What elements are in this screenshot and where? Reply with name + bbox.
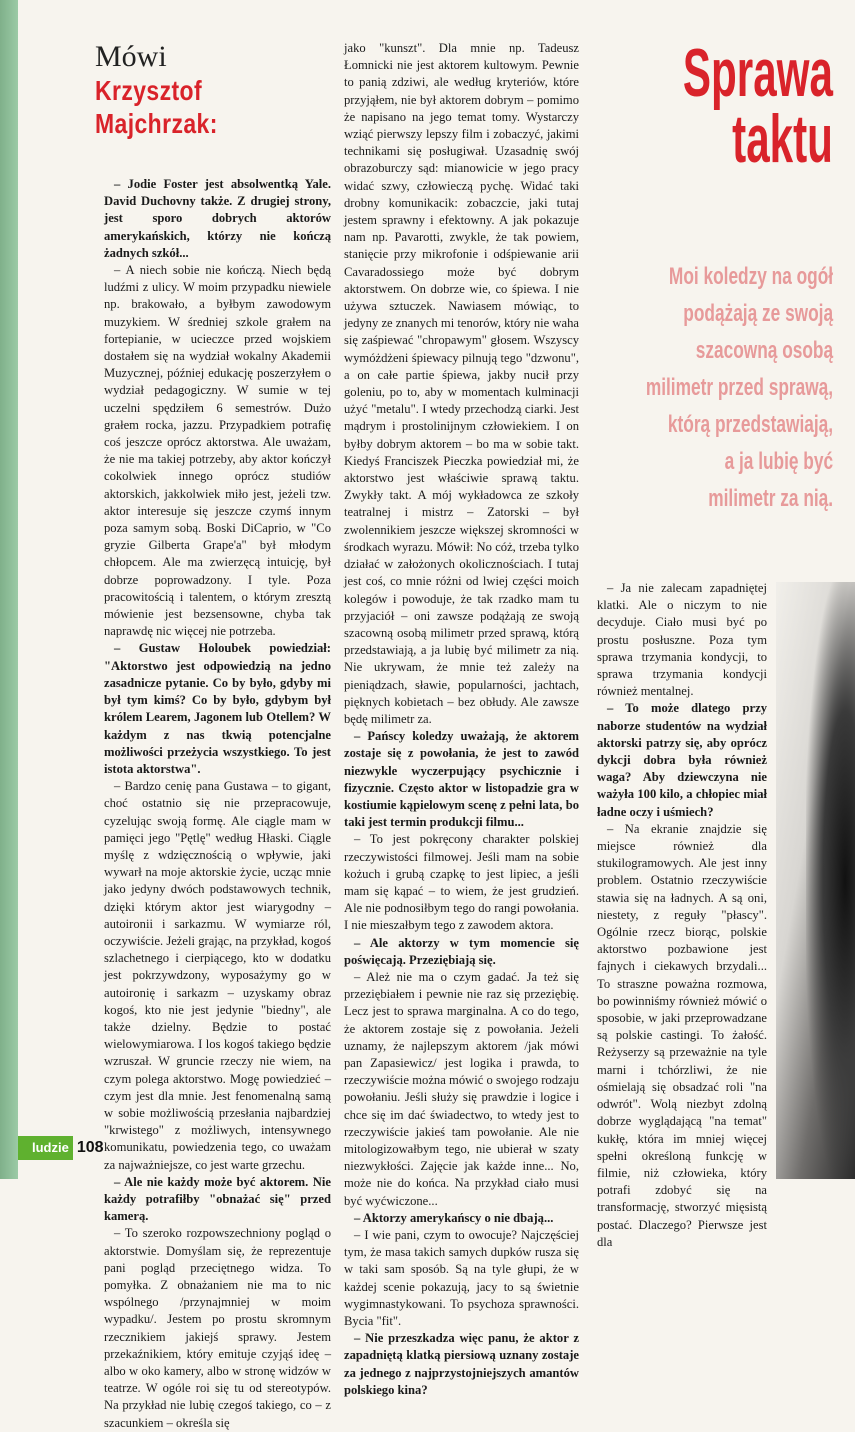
interview-answer: – To jest pokręcony charakter polskiej rzeczywistości filmowej. Jeśli mam na sobie kożuch i grubą czapkę to jest lipiec, a jeśli mam się kąpać – to wiem, że jest grudzień. Ale nie podnosiłbym tego do rangi powołania. I nie mieszałbym tego z zawodem aktora. [344, 832, 579, 933]
pull-quote-line: Moi koledzy na ogół [668, 263, 833, 290]
interview-answer: – I wie pani, czym to owocuje? Najczęściej tym, że masa takich samych dupków rusza się w taki sam sposób. Są na tyle głupi, że w każdej scenie pokazują, jacy to są świetnie wygimnastykowani. To psychoza sprawności. Bycia "fit". [344, 1228, 579, 1329]
pull-quote-line: milimetr za nią. [708, 485, 833, 512]
page-number: 108 [76, 1139, 104, 1156]
interview-question: – Gustaw Holoubek powiedział: "Aktorstwo jest odpowiedzią na jedno zasadnicze pytanie. Co by było, gdyby mi był tym kimś? Co by było, gdybym był królem Learem, Jagonem lub Otellem? W każdym z nas tkwią potencjalne możliwości przeżycia wszystkiego. To jest istota aktorstwa". [104, 641, 331, 776]
page-footer [18, 1134, 104, 1162]
interview-answer: jako "kunszt". Dla mnie np. Tadeusz Łomnicki nie jest aktorem kultowym. Pewnie to panią zdziwi, ale według kryteriów, które przyjąłem, nie był aktorem dobrym – pomimo że napisano na jego temat tomy. Wystarczy wziąć pierwszy lepszy film i zobaczyć, jakimi technikami się posługiwał. Uzasadnię swój obrazoburczy sąd: mianowicie w jego pracy widać szwy, człowieczą pychę. Widać taki drobny komunikacik: zobaczcie, jaki tutaj jestem sprawny i efektowny. A jak pokazuje nam np. Pavarotti, zwykle, że tak powiem, stanięcie przy mikrofonie i odśpiewanie arii Cavaradossiego może być dobrym aktorstwem. On dobrze wie, co śpiewa. I nie używa sztuczek. Nawiasem mówiąc, to jedyny ze znanych mi tenorów, który nie waha się zaśpiewać "chropawym" głosem. Wszyscy wymóżdżeni śpiewacy pilnują tego "dzwonu", a on całe partie śpiewa, jakby nucił przy goleniu, po to, aby w momentach kulminacji użyć "metalu". I wtedy przechodzą ciarki. Jest mądrym i prostolinijnym człowiekiem. I on byłby dobrym aktorem – bo ma w sobie takt. Kiedyś Franciszek Pieczka powiedział mi, że aktorstwo jest właściwie sprawą taktu. Zwykły takt. A mój wykładowca ze szkoły teatralnej i mistrz – Zatorski – był zwolennikiem jeszcze większej skromności w środkach wyrazu. Mówił: No cóż, trzeba tylko działać w założonych okolicznościach. I tutaj jest coś, co mnie różni od lwiej części moich kolegów i powoduje, że tak rzadko mam tu przyjaciół – oni zawsze podążają ze swoją szacowną osobą milimetr przed sprawą, którą przedstawiają, a ja lubię być milimetr za nią. Nie ukrywam, że mnie też zależy na pieniądzach, sławie, popularności, jachtach, pięknych kobietach – bez obłudy. Ale zawsze będę milimetr za. [344, 41, 579, 726]
masthead-says: Mówi [95, 40, 167, 73]
pull-quote-line: podążają ze swoją [683, 300, 833, 327]
magazine-logo: ludzie [18, 1136, 73, 1160]
interview-answer: – A niech sobie nie kończą. Niech będą ludźmi z ulicy. W moim przypadku niewiele np. brakowało, a byłbym zawodowym muzykiem. W średniej szkole grałem na fortepianie, w ucieczce przed wojskiem dostałem się na wydział wokalny Akademii Muzycznej, później edukację poszerzyłem o wydział pedagogiczny. W sumie w tej uczelni spędziłem 6 semestrów. Dużo grałem rocka, jazzu. Przypadkiem potrafię coś jeszcze oprócz aktorstwa. Ale uważam, że nie ma takiej potrzeby, aby aktor kończył cokolwiek innego oprócz studiów aktorskich, jakkolwiek miło jest, jeżeli tzw. aktor interesuje się jeszcze czymś innym poza samym sobą. Boski DiCaprio, w "Co gryzie Gilberta Grape'a" był młodym chłopcem. Ale ma zwierzęcą intuicję, był dobrze poprowadzony. I tyle. Poza pracowitością i talentem, o którym zresztą mówienie jest bezsensowne, chyba tak naprawdę nic więcej nie potrzeba. [104, 263, 331, 639]
article-column-3 [597, 580, 767, 1251]
article-column-2 [344, 40, 579, 1399]
pull-quote-line: milimetr przed sprawą, [645, 374, 833, 401]
interview-question: – To może dlatego przy naborze studentów na wydział aktorski patrzy się, aby oprócz dykcji dobra była również waga? Aby dziewczyna nie ważyła 100 kilo, a chłopiec miał ładne oczy i uśmiech? [597, 701, 767, 819]
interview-question: – Ale nie każdy może być aktorem. Nie każdy potrafiłby "obnażać się" przed kamerą. [104, 1174, 331, 1224]
interview-answer: – Bardzo cenię pana Gustawa – to gigant, choć ostatnio się nie przepracowuje, cyzelując swoją formę. Ale ciągle mam w pamięci jego "Pętlę" według Hłaski. Ciągle myślę z wdzięcznością o wpływie, jaki wywarł na moje aktorskie życie, ucząc mnie jako jedyny dwóch podstawowych technik, dzięki którym aktor jest wiarygodny – autoironii i sarkazmu. W wymiarze ról, oczywiście. Jeżeli grając, na przykład, kogoś szlachetnego i cierpiącego, kto w dodatku jest pokrzywdzony, wyposażymy go w autoironię i sarkazm – uzyskamy obraz kogoś, kto nie jest jedynie "biedny", ale także dzielny. Będzie to postać wielowymiarowa. I los kogoś takiego będzie wzruszał. W gruncie rzeczy nie wiem, na czym polega aktorstwo. Mogę powiedzieć – czym jest dla mnie. Jest fenomenalną samą w sobie możliwością przesłania najbardziej "krwistego" z możliwych, intensywnego komunikatu, powiedzenia tego, co uważam za najważniejsze, co jest warte grzechu. [104, 779, 331, 1172]
masthead-first-name: Krzysztof [95, 75, 203, 106]
pull-quote-line: którą przedstawiają, [667, 411, 833, 438]
article-column-1 [104, 176, 331, 1432]
interview-question: – Pańscy koledzy uważają, że aktorem zostaje się z powołania, że jest to zawód niezwykle wyczerpujący psychicznie i fizycznie. Często aktor w listopadzie gra w kostiumie kąpielowym scenę z pełni lata, bo taki jest termin produkcji filmu... [344, 729, 579, 830]
left-edge-strip [0, 0, 18, 1179]
portrait-photo [776, 582, 855, 1179]
interviewee-masthead [95, 40, 245, 140]
pull-quote-line: a ja lubię być [724, 448, 833, 475]
pull-quote [646, 258, 833, 517]
interview-question: – Aktorzy amerykańscy o nie dbają... [354, 1210, 554, 1225]
interview-question: – Ale aktorzy w tym momencie się poświęcają. Przeziębiają się. [344, 935, 579, 967]
interview-answer: – Na ekranie znajdzie się miejsce również dla stukilogramowych. Ale jest inny problem. Ostatnio rzeczywiście stawia się na ładnych. A są oni, niestety, z reguły "płascy". Ogólnie rzecz biorąc, polskie aktorstwo pozbawione jest fajnych i ciekawych brzydali... To straszne poważna rozmowa, bo powinniśmy również mówić o sposobie, w jaki przeprowadzane są polskie castingi. To żałość. Reżyserzy są przeważnie na tyle marni i tchórzliwi, że nie ośmielają się obsadzać roli "na odwrót". Wolą niezbyt zdolną dobrze wyglądającą "na temat" kukłę, która im mniej więcej spełni określoną funkcję w filmie, niż człowieka, który potrafi zdobyć się na transformację, stworzyć mięsistą postać. Dlaczego? Pierwsze jest dla [597, 821, 767, 1249]
masthead-last-name: Majchrzak: [95, 108, 218, 139]
interview-answer: – To szeroko rozpowszechniony pogląd o aktorstwie. Domyślam się, że reprezentuje pani pogląd przeciętnego widza. To pomyłka. Z obnażaniem nie ma to nic wspólnego /przynajmniej w moim wypadku/. Jestem po prostu skromnym rzecznikiem jakiejś sprawy. Jestem przekaźnikiem, który emituje czyjąś ideę – albo w oko kamery, albo w stronę widzów w teatrze. W ogóle roi się tu od stereotypów. Na przykład nie lubię czegoś takiego, co – z szacunkiem – określa się [104, 1226, 331, 1430]
interview-question: – Nie przeszkadza więc panu, że aktor z zapadniętą klatką piersiową uznany zostaje za jednego z najprzystojniejszych amantów polskiego kina? [344, 1331, 579, 1397]
pull-quote-line: szacowną osobą [695, 337, 833, 364]
interview-question: – Jodie Foster jest absolwentką Yale. David Duchovny także. Z drugiej strony, jest sporo dobrych aktorów amerykańskich, którzy nie kończą żadnych szkół... [104, 177, 331, 260]
interview-answer: – Ależ nie ma o czym gadać. Ja też się przeziębiałem i pewnie nie raz się przeziębię. Lecz jest to sprawa marginalna. A co do tego, że aktorem zostaje się z powołania. Jeżeli uznamy, że najlepszym aktorem /jak mówi pan Zapasiewicz/ jest logika i prawda, to rzeczywiście można mówić o swojego rodzaju powołaniu. Jeśli służy się prawdzie i logice i chce się im dać świadectwo, to wtedy jest to rzeczywiście jakieś tam powołanie. Ale nie mitologizowałbym tego, nie ubierał w szaty niezwykłości. Zajęcie jak każde inne... No, może nie do końca. Na przykład ciało musi być wyćwiczone... [344, 969, 579, 1208]
headline-line-1: Sprawa [683, 35, 833, 111]
article-headline [683, 35, 833, 177]
interview-answer: – Ja nie zalecam zapadniętej klatki. Ale o niczym to nie decyduje. Ciało musi być po prostu posłuszne. Poza tym sprawa trzymania kondycji, to sprawa trzymania kondycji również mentalnej. [597, 581, 767, 699]
headline-line-2: taktu [732, 101, 833, 177]
